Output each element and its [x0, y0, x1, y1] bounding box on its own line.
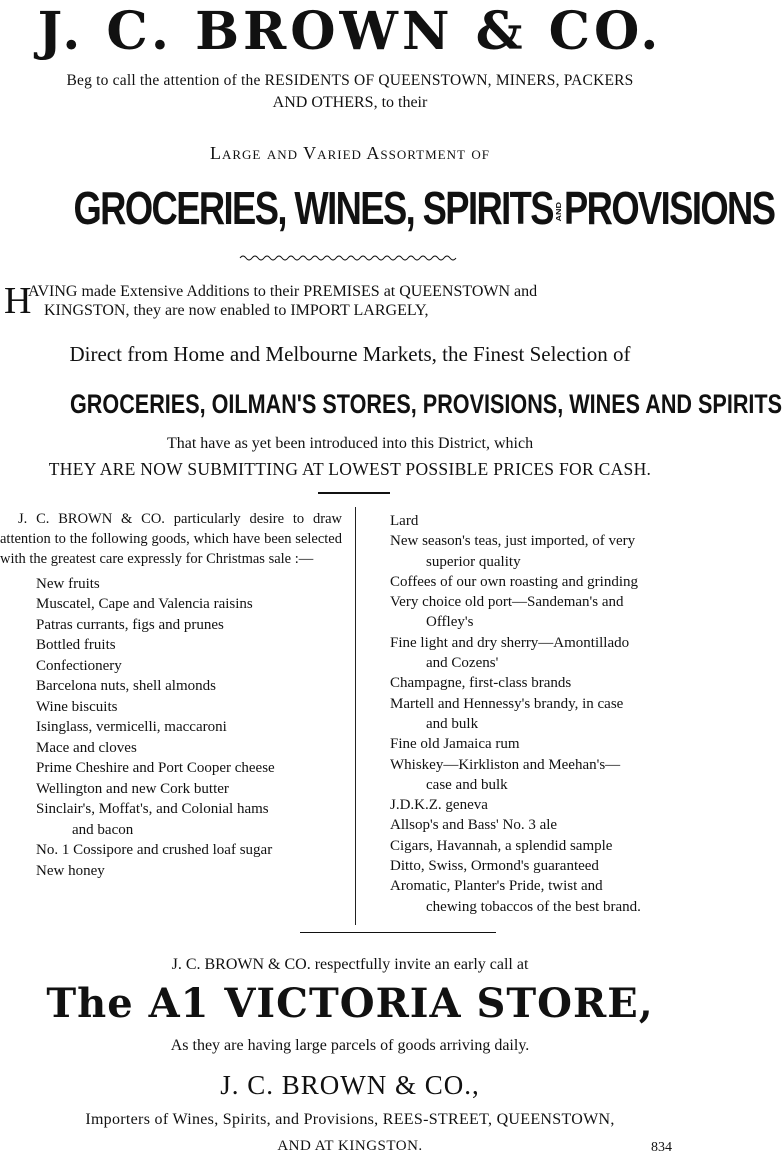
goods-item-text: Cigars, Havannah, a splendid sample	[390, 837, 613, 854]
goods-item	[390, 531, 696, 572]
goods-item-text: Bottled fruits	[36, 637, 116, 654]
goods-item-text: Whiskey—Kirkliston and Meehan's—	[390, 756, 621, 773]
assortment-line: Large and Varied Assortment of	[209, 143, 491, 163]
goods-item	[0, 861, 348, 882]
goods-item	[0, 779, 348, 800]
goods-item-continuation: and bulk	[426, 715, 479, 732]
main-headline	[73, 178, 775, 238]
intro-text	[0, 70, 700, 114]
headline-and: AND	[554, 202, 563, 222]
goods-item-text: Muscatel, Cape and Valencia raisins	[36, 596, 253, 613]
goods-item	[0, 574, 348, 595]
goods-item-text: Wine biscuits	[36, 698, 118, 715]
groceries-headline: GROCERIES, OILMAN'S STORES, PROVISIONS, WINES AND SPIRITS	[70, 389, 782, 419]
importers-line: Importers of Wines, Spirits, and Provisions, REES-STREET, QUEENSTOWN,	[85, 1111, 615, 1128]
goods-item-text: New fruits	[36, 575, 100, 592]
goods-item-text: Lard	[390, 513, 419, 529]
goods-item	[0, 656, 348, 677]
premises-line-2: KINGSTON, they are now enabled to IMPORT LARGELY,	[44, 302, 429, 319]
goods-item	[390, 511, 696, 531]
district-line: That have as yet been introduced into this District, which	[166, 435, 534, 452]
goods-item-text: Allsop's and Bass' No. 3 ale	[390, 817, 558, 834]
goods-item	[390, 694, 696, 735]
goods-item-text: Aromatic, Planter's Pride, twist and	[390, 878, 603, 895]
goods-item	[0, 738, 348, 759]
goods-item	[390, 592, 696, 633]
goods-item	[390, 815, 696, 835]
parcels-line: As they are having large parcels of goods arriving daily.	[170, 1037, 530, 1054]
goods-item	[390, 734, 696, 754]
divider-top	[318, 492, 390, 494]
goods-item	[0, 676, 348, 697]
goods-item-text: Sinclair's, Moffat's, and Colonial hams	[36, 801, 269, 818]
ad-number: 834	[651, 1140, 672, 1155]
goods-item	[0, 697, 348, 718]
goods-item-continuation: and bacon	[72, 821, 134, 838]
premises-line-1: AVING made Extensive Additions to their PREMISES at QUEENSTOWN and	[28, 283, 538, 300]
goods-item-text: Very choice old port—Sandeman's and	[390, 594, 624, 611]
goods-item-text: Confectionery	[36, 657, 122, 674]
goods-item-text: Fine light and dry sherry—Amontillado	[390, 634, 630, 651]
invite-line: J. C. BROWN & CO. respectfully invite an early call at	[171, 956, 529, 973]
firm-signature: J. C. BROWN & CO.,	[220, 1070, 480, 1100]
intro-line-1: Beg to call the attention of the RESIDENTS OF QUEENSTOWN, MINERS, PACKERS	[66, 72, 634, 89]
goods-item-continuation: and Cozens'	[426, 655, 499, 672]
goods-item-text: Ditto, Swiss, Ormond's guaranteed	[390, 858, 599, 875]
goods-item	[390, 795, 696, 815]
goods-item-text: Patras currants, figs and prunes	[36, 616, 224, 633]
goods-item	[0, 840, 348, 861]
intro-line-2: AND OTHERS, to their	[272, 94, 428, 111]
goods-item	[390, 876, 696, 917]
left-column	[0, 509, 348, 881]
goods-item	[390, 673, 696, 693]
goods-item-text: New season's teas, just imported, of very	[390, 533, 636, 550]
lowest-prices-line: THEY ARE NOW SUBMITTING AT LOWEST POSSIBLE PRICES FOR CASH.	[48, 459, 652, 479]
goods-item	[390, 633, 696, 674]
goods-item	[0, 799, 348, 840]
goods-item	[390, 755, 696, 796]
goods-item	[390, 836, 696, 856]
goods-item-text: Martell and Hennessy's brandy, in case	[390, 695, 624, 712]
goods-item	[0, 594, 348, 615]
left-intro: J. C. BROWN & CO. particularly desire to draw attention to the following goods, which have been selected with the greatest care expressly for Christmas sale :—	[0, 511, 342, 568]
store-name: The A1 VICTORIA STORE,	[46, 980, 654, 1027]
direct-line: Direct from Home and Melbourne Markets, the Finest Selection of	[69, 342, 631, 366]
column-divider	[355, 507, 356, 925]
goods-item	[0, 615, 348, 636]
goods-item-continuation: chewing tobaccos of the best brand.	[426, 898, 641, 915]
firm-title: J. C. BROWN & CO.	[37, 1, 663, 62]
goods-item-text: Barcelona nuts, shell almonds	[36, 678, 216, 695]
goods-item-text: Fine old Jamaica rum	[390, 736, 520, 753]
goods-item-continuation: case and bulk	[426, 776, 508, 793]
goods-item-text: Champagne, first-class brands	[390, 675, 572, 692]
headline-right: PROVISIONS	[563, 182, 775, 234]
goods-item	[390, 572, 696, 592]
goods-item-text: Mace and cloves	[36, 739, 137, 756]
wavy-divider	[240, 254, 460, 262]
goods-item-text: New honey	[36, 862, 105, 879]
left-goods-list	[0, 574, 348, 882]
goods-item-text: Coffees of our own roasting and grinding	[390, 573, 639, 590]
goods-item-text: Wellington and new Cork butter	[36, 780, 229, 797]
goods-item-text: J.D.K.Z. geneva	[390, 797, 488, 814]
goods-item-continuation: Offley's	[426, 614, 474, 631]
goods-item	[390, 856, 696, 876]
drop-cap: H	[4, 280, 32, 322]
goods-item-text: Isinglass, vermicelli, maccaroni	[36, 719, 227, 736]
right-column	[390, 511, 696, 917]
goods-item	[0, 717, 348, 738]
right-goods-list	[390, 511, 696, 917]
goods-item-text: Prime Cheshire and Port Cooper cheese	[36, 760, 275, 777]
goods-item	[0, 635, 348, 656]
headline-left: GROCERIES, WINES, SPIRITS	[73, 182, 553, 234]
goods-item	[0, 758, 348, 779]
goods-item-continuation: superior quality	[426, 553, 521, 570]
goods-item-text: No. 1 Cossipore and crushed loaf sugar	[36, 842, 273, 859]
kingston-line: AND AT KINGSTON.	[277, 1138, 423, 1154]
divider-bottom	[300, 932, 496, 933]
